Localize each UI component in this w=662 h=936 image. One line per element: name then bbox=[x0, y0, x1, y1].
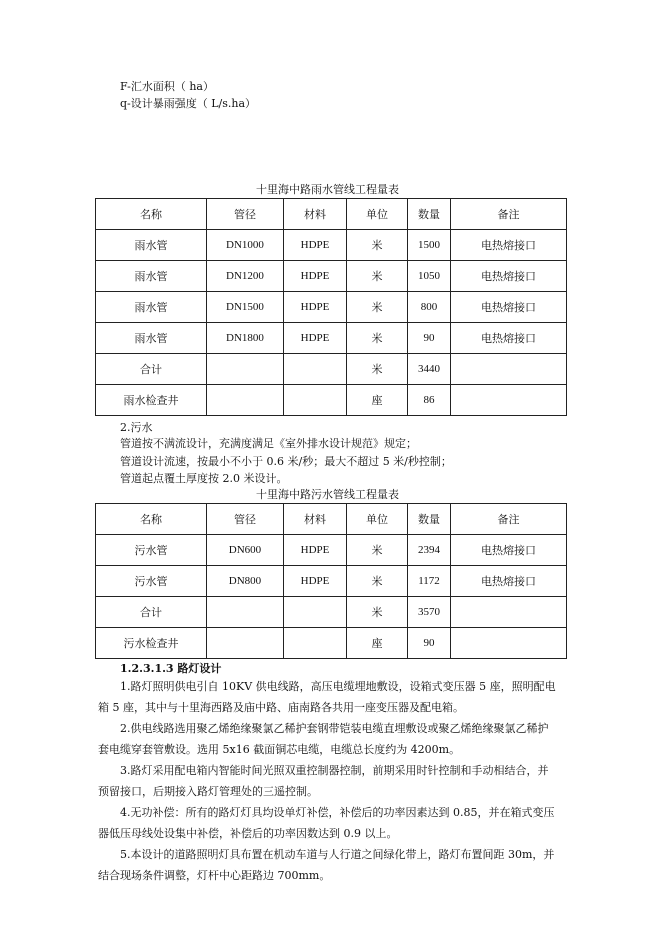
cell-material bbox=[284, 354, 347, 385]
cell-diameter bbox=[207, 385, 284, 416]
cell-remark: 电热熔接口 bbox=[451, 230, 567, 261]
cell-unit: 米 bbox=[347, 535, 408, 566]
header-remark: 备注 bbox=[451, 504, 567, 535]
lighting-paragraph-3: 3.路灯采用配电箱内智能时间光照双重控制器控制，前期采用时针控制和手动相结合，并预留接口，后期接入路灯管理处的三遥控制。 bbox=[98, 764, 549, 798]
table-row bbox=[96, 230, 567, 261]
cell-unit: 米 bbox=[347, 597, 408, 628]
cell-material bbox=[284, 385, 347, 416]
cell-quantity: 90 bbox=[408, 628, 451, 659]
cell-material: HDPE bbox=[284, 292, 347, 323]
table-row-manhole bbox=[96, 385, 567, 416]
cell-material: HDPE bbox=[284, 535, 347, 566]
cell-unit: 座 bbox=[347, 628, 408, 659]
table-row-total bbox=[96, 354, 567, 385]
cell-remark bbox=[451, 597, 567, 628]
sewage-design-line-2: 管道设计流速，按最小不小于 0.6 米/秒；最大不超过 5 米/秒控制； bbox=[120, 455, 452, 468]
lighting-section-heading: 1.2.3.1.3 路灯设计 bbox=[120, 662, 222, 675]
cell-remark: 电热熔接口 bbox=[451, 261, 567, 292]
cell-unit: 座 bbox=[347, 385, 408, 416]
cell-remark bbox=[451, 354, 567, 385]
sewage-quantity-table bbox=[95, 503, 567, 659]
cell-remark bbox=[451, 628, 567, 659]
cell-material bbox=[284, 597, 347, 628]
q-definition: q-设计暴雨强度（ L/s.ha） bbox=[120, 97, 257, 110]
f-definition: F-汇水面积（ ha） bbox=[120, 80, 214, 93]
cell-name: 污水检查井 bbox=[96, 628, 207, 659]
cell-diameter: DN800 bbox=[207, 566, 284, 597]
cell-material: HDPE bbox=[284, 261, 347, 292]
cell-name: 合计 bbox=[96, 597, 207, 628]
cell-quantity: 1172 bbox=[408, 566, 451, 597]
sewage-section-title: 2.污水 bbox=[120, 421, 153, 434]
cell-remark: 电热熔接口 bbox=[451, 535, 567, 566]
lighting-paragraph-2: 2.供电线路选用聚乙烯绝缘聚氯乙稀护套钢带铠装电缆直埋敷设或聚乙烯绝缘聚氯乙稀护套电缆穿套管敷设。选用 5x16 截面铜芯电缆，电缆总长度约为 4200m。 bbox=[98, 722, 549, 756]
cell-quantity: 2394 bbox=[408, 535, 451, 566]
sewage-table-caption: 十里海中路污水管线工程量表 bbox=[256, 488, 399, 501]
cell-diameter: DN1000 bbox=[207, 230, 284, 261]
cell-diameter bbox=[207, 354, 284, 385]
header-unit: 单位 bbox=[347, 199, 408, 230]
header-diameter: 管径 bbox=[207, 199, 284, 230]
cell-diameter: DN1200 bbox=[207, 261, 284, 292]
cell-name: 雨水管 bbox=[96, 292, 207, 323]
cell-unit: 米 bbox=[347, 354, 408, 385]
lighting-paragraph-5: 5.本设计的道路照明灯具布置在机动车道与人行道之间绿化带上，路灯布置间距 30m，并结合现场条件调整，灯杆中心距路边 700mm。 bbox=[98, 848, 555, 882]
cell-material: HDPE bbox=[284, 323, 347, 354]
lighting-paragraph-4: 4.无功补偿：所有的路灯灯具均设单灯补偿，补偿后的功率因素达到 0.85，并在箱式变压器低压母线处设集中补偿，补偿后的功率因数达到 0.9 以上。 bbox=[98, 806, 555, 840]
header-name: 名称 bbox=[96, 199, 207, 230]
header-quantity: 数量 bbox=[408, 504, 451, 535]
cell-name: 污水管 bbox=[96, 566, 207, 597]
cell-name: 雨水管 bbox=[96, 261, 207, 292]
cell-remark: 电热熔接口 bbox=[451, 323, 567, 354]
cell-unit: 米 bbox=[347, 323, 408, 354]
cell-name: 雨水管 bbox=[96, 230, 207, 261]
rain-table-caption: 十里海中路雨水管线工程量表 bbox=[256, 183, 399, 196]
rain-quantity-table bbox=[95, 198, 567, 416]
header-diameter: 管径 bbox=[207, 504, 284, 535]
table-row bbox=[96, 292, 567, 323]
lighting-paragraph-1: 1.路灯照明供电引自 10KV 供电线路，高压电缆埋地敷设，设箱式变压器 5 座，照明配电箱 5 座，其中与十里海西路及庙中路、庙南路各共用一座变压器及配电箱。 bbox=[98, 680, 556, 714]
cell-unit: 米 bbox=[347, 261, 408, 292]
cell-quantity: 90 bbox=[408, 323, 451, 354]
cell-name: 污水管 bbox=[96, 535, 207, 566]
cell-material: HDPE bbox=[284, 566, 347, 597]
table-row bbox=[96, 566, 567, 597]
table-row bbox=[96, 261, 567, 292]
cell-remark: 电热熔接口 bbox=[451, 292, 567, 323]
cell-quantity: 3440 bbox=[408, 354, 451, 385]
cell-name: 雨水检查井 bbox=[96, 385, 207, 416]
cell-quantity: 800 bbox=[408, 292, 451, 323]
cell-quantity: 1500 bbox=[408, 230, 451, 261]
cell-diameter bbox=[207, 597, 284, 628]
cell-name: 合计 bbox=[96, 354, 207, 385]
sewage-design-line-1: 管道按不满流设计，充满度满足《室外排水设计规范》规定； bbox=[120, 437, 417, 450]
cell-diameter: DN1800 bbox=[207, 323, 284, 354]
cell-material bbox=[284, 628, 347, 659]
sewage-design-line-3: 管道起点覆土厚度按 2.0 米设计。 bbox=[120, 472, 288, 485]
table-row bbox=[96, 535, 567, 566]
header-remark: 备注 bbox=[451, 199, 567, 230]
cell-quantity: 3570 bbox=[408, 597, 451, 628]
header-unit: 单位 bbox=[347, 504, 408, 535]
cell-material: HDPE bbox=[284, 230, 347, 261]
table-row bbox=[96, 323, 567, 354]
header-material: 材料 bbox=[284, 199, 347, 230]
header-material: 材料 bbox=[284, 504, 347, 535]
cell-remark bbox=[451, 385, 567, 416]
cell-unit: 米 bbox=[347, 566, 408, 597]
cell-quantity: 1050 bbox=[408, 261, 451, 292]
cell-unit: 米 bbox=[347, 292, 408, 323]
cell-name: 雨水管 bbox=[96, 323, 207, 354]
cell-remark: 电热熔接口 bbox=[451, 566, 567, 597]
cell-unit: 米 bbox=[347, 230, 408, 261]
table-row-manhole bbox=[96, 628, 567, 659]
table-row-total bbox=[96, 597, 567, 628]
cell-diameter: DN1500 bbox=[207, 292, 284, 323]
header-quantity: 数量 bbox=[408, 199, 451, 230]
cell-quantity: 86 bbox=[408, 385, 451, 416]
header-name: 名称 bbox=[96, 504, 207, 535]
table-header-row bbox=[96, 199, 567, 230]
table-header-row bbox=[96, 504, 567, 535]
cell-diameter: DN600 bbox=[207, 535, 284, 566]
cell-diameter bbox=[207, 628, 284, 659]
